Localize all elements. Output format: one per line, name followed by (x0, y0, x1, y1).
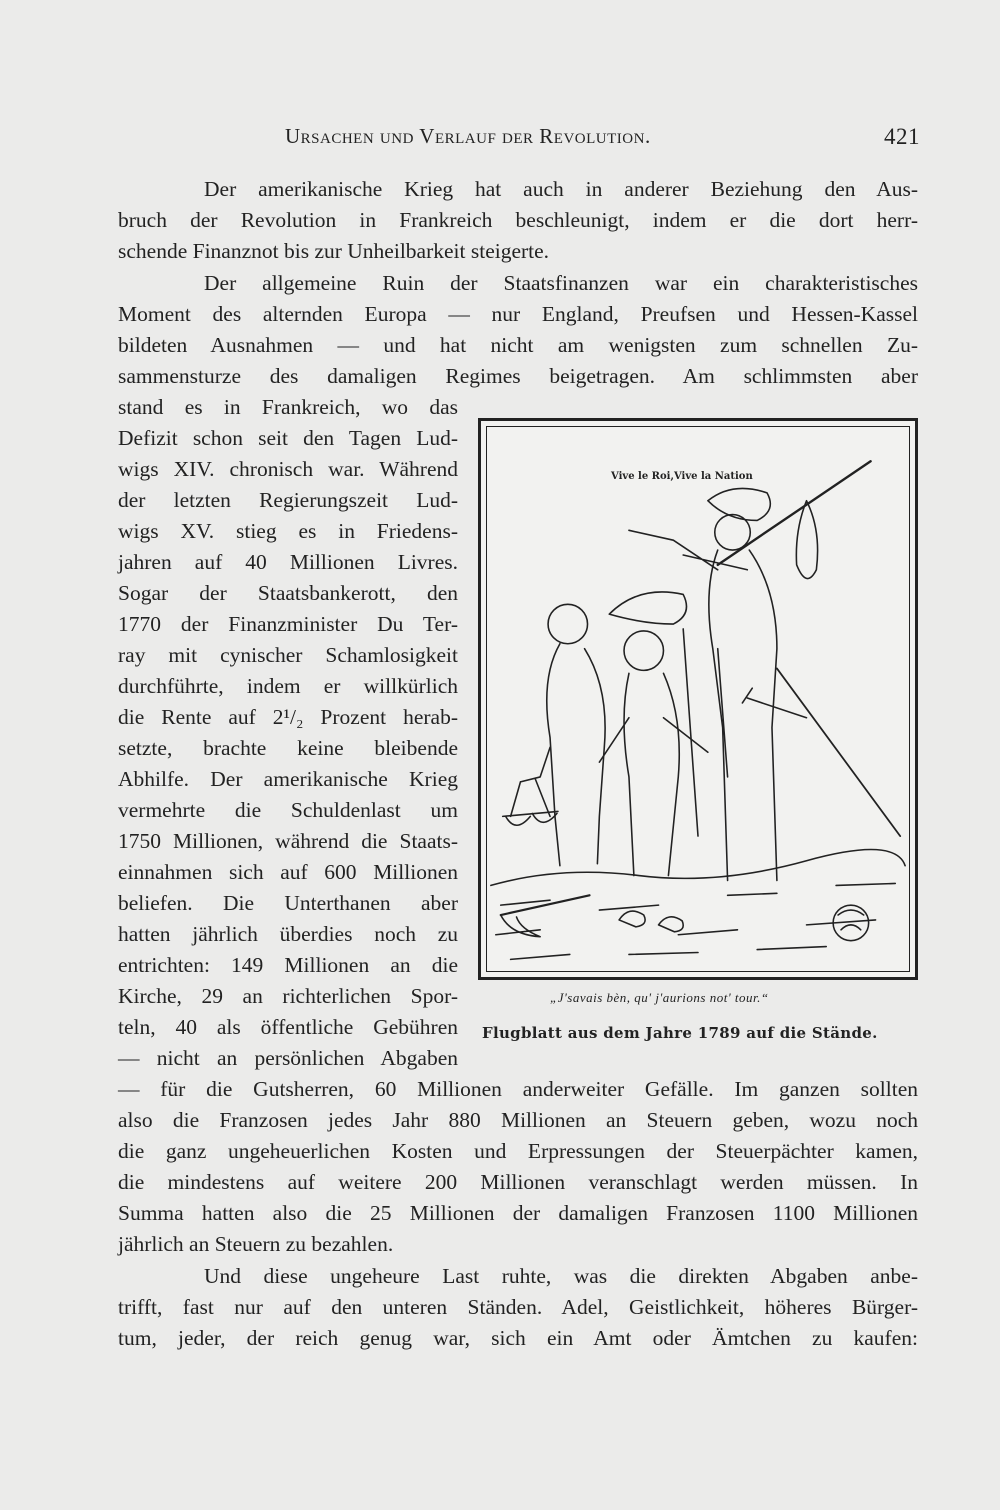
text-line: jährlich an Steuern zu bezahlen. (118, 1232, 394, 1256)
text-line: Der amerikanische Krieg hat auch in anderer Beziehung den Aus- (204, 177, 918, 201)
text-line: der letzten Regierungszeit Lud- (118, 488, 458, 512)
text-line: Moment des alternden Europa — nur England, Preufsen und Hessen-Kassel (118, 302, 918, 326)
text-line: 1750 Millionen, während die Staats- (118, 829, 458, 853)
running-title: Ursachen und Verlauf der Revolution. (285, 124, 651, 148)
text-line: teln, 40 als öffentliche Gebühren (118, 1015, 458, 1039)
text-line: setzte, brachte keine bleibende (118, 736, 458, 760)
text-line: Der allgemeine Ruin der Staatsfinanzen war ein charakteristisches (204, 271, 918, 295)
text-line: bruch der Revolution in Frankreich beschleunigt, indem er die dort herr- (118, 208, 918, 232)
illustration-quote: „J'savais bèn, qu' j'aurions not' tour.“ (550, 990, 769, 1005)
caricature-illustration (481, 421, 915, 977)
text-line: jahren auf 40 Millionen Livres. (118, 550, 458, 574)
text-line: durchführte, indem er willkürlich (118, 674, 458, 698)
text-line: stand es in Frankreich, wo das (118, 395, 458, 419)
text-line: sammensturze des damaligen Regimes beigetragen. Am schlimmsten aber (118, 364, 918, 388)
text-line: wigs XV. stieg es in Friedens- (118, 519, 458, 543)
illustration-banner: Vive le Roi,Vive la Nation (611, 471, 753, 482)
text-line: trifft, fast nur auf den unteren Ständen. Adel, Geistlichkeit, höheres Bürger- (118, 1295, 918, 1319)
text-line: die Rente auf 2¹/₂ Prozent herab- (118, 705, 458, 729)
text-line: Defizit schon seit den Tagen Lud- (118, 426, 458, 450)
text-line: tum, jeder, der reich genug war, sich ein Amt oder Ämtchen zu kaufen: (118, 1326, 918, 1350)
text-line: hatten jährlich überdies noch zu (118, 922, 458, 946)
text-line: ray mit cynischer Schamlosigkeit (118, 643, 458, 667)
text-line: die mindestens auf weitere 200 Millionen veranschlagt werden müssen. In (118, 1170, 918, 1194)
text-line: also die Franzosen jedes Jahr 880 Millionen an Steuern geben, wozu noch (118, 1108, 918, 1132)
page-number: 421 (884, 124, 920, 149)
text-line: einnahmen sich auf 600 Millionen (118, 860, 458, 884)
illustration-frame (478, 418, 918, 980)
text-line: vermehrte die Schuldenlast um (118, 798, 458, 822)
text-line: bildeten Ausnahmen — und hat nicht am wenigsten zum schnellen Zu- (118, 333, 918, 357)
text-line: Und diese ungeheure Last ruhte, was die direkten Abgaben anbe- (204, 1264, 918, 1288)
text-line: Summa hatten also die 25 Millionen der damaligen Franzosen 1100 Millionen (118, 1201, 918, 1225)
text-line: Kirche, 29 an richterlichen Spor- (118, 984, 458, 1008)
running-header (285, 124, 920, 156)
text-line: wigs XIV. chronisch war. Während (118, 457, 458, 481)
text-line: — für die Gutsherren, 60 Millionen anderweiter Gefälle. Im ganzen sollten (118, 1077, 918, 1101)
text-line: 1770 der Finanzminister Du Ter- (118, 612, 458, 636)
text-line: — nicht an persönlichen Abgaben (118, 1046, 458, 1070)
figure-caption: Flugblatt aus dem Jahre 1789 auf die Stände. (482, 1024, 878, 1042)
text-line: entrichten: 149 Millionen an die (118, 953, 458, 977)
text-line: Abhilfe. Der amerikanische Krieg (118, 767, 458, 791)
text-line: Sogar der Staatsbankerott, den (118, 581, 458, 605)
text-line: die ganz ungeheuerlichen Kosten und Erpressungen der Steuerpächter kamen, (118, 1139, 918, 1163)
text-line: schende Finanznot bis zur Unheilbarkeit steigerte. (118, 239, 550, 263)
text-line: beliefen. Die Unterthanen aber (118, 891, 458, 915)
